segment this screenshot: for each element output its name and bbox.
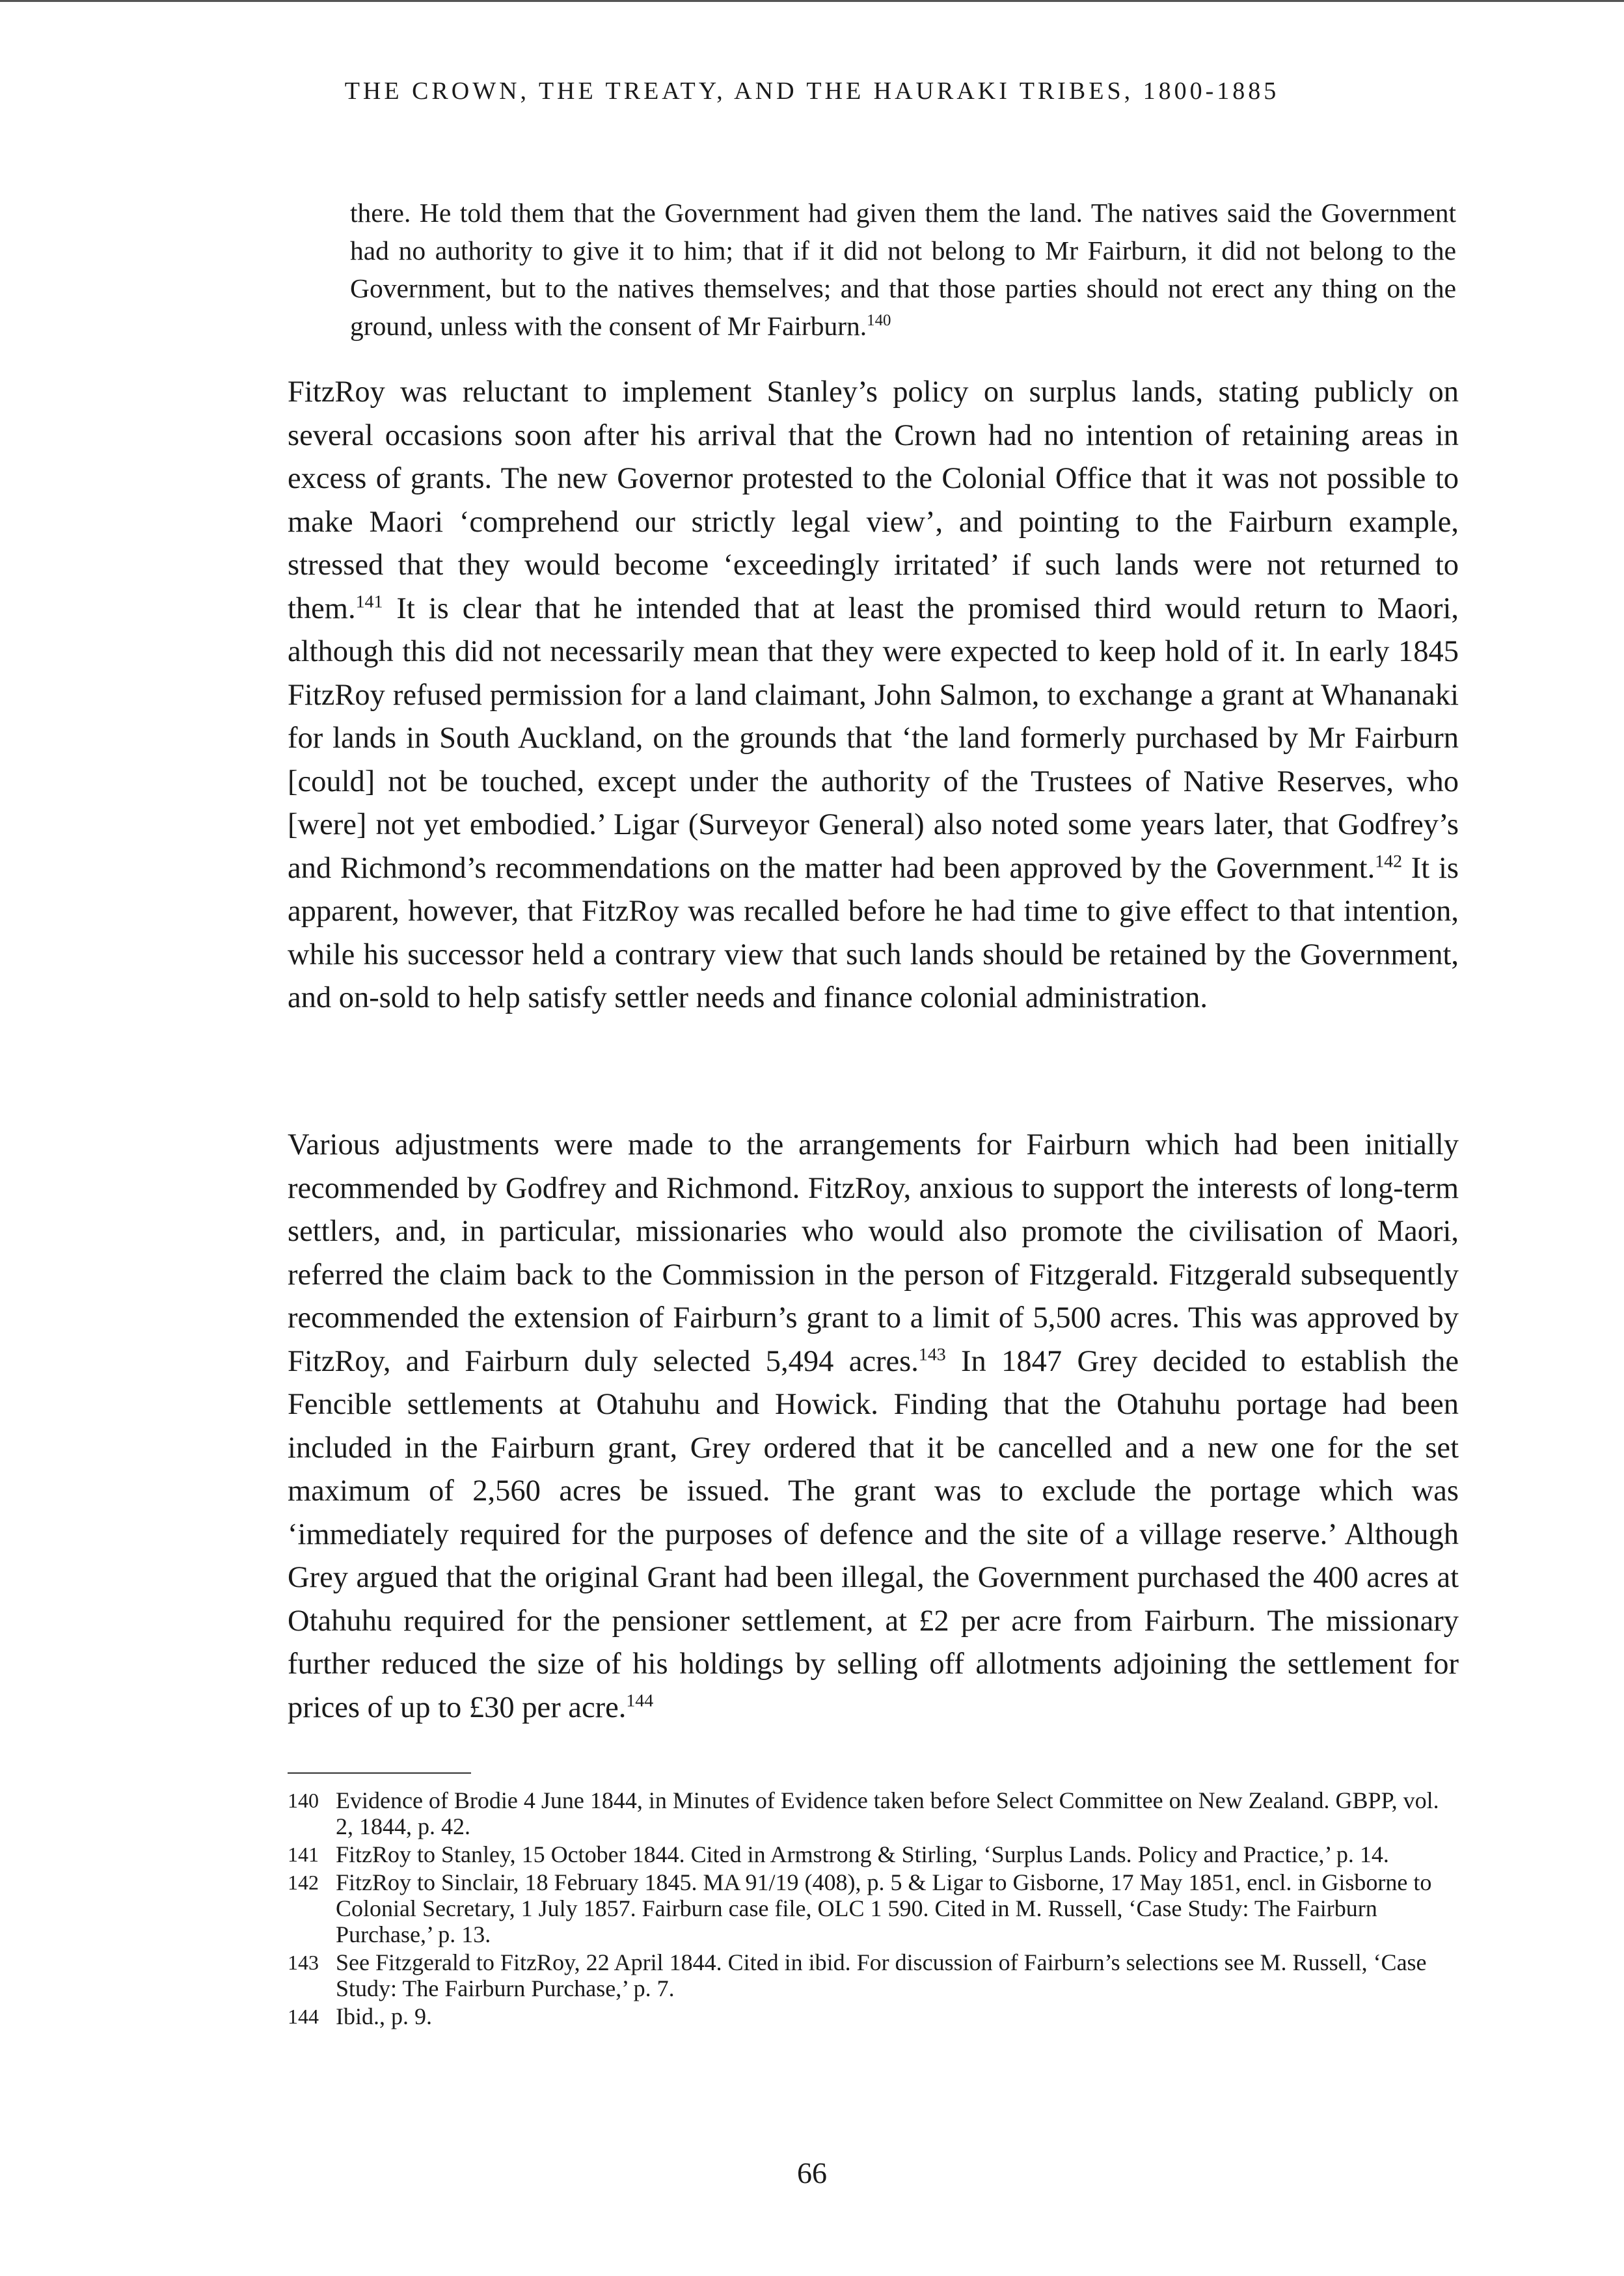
footnotes — [288, 1787, 1459, 2031]
page-number: 66 — [797, 2156, 827, 2189]
footnote-text: See Fitzgerald to FitzRoy, 22 April 1844. Cited in ibid. For discussion of Fairburn’s selections see M. Russell, ‘Case Study: The Fairburn Purchase,’ p. 7. — [336, 1949, 1427, 2001]
para1-text-2: It is clear that he intended that at least the promised third would return to Maori, although this did not necessarily mean that they were expected to keep hold of it. In early 1845 FitzRoy refused permission for a land claimant, John Salmon, to exchange a grant at Whananaki for lands in South Auckland, on the grounds that ‘the land formerly purchased by Mr Fairburn [could] not be touched, except under the authority of the Trustees of Native Reserves, who [were] not yet embodied.’ Ligar (Surveyor General) also noted some years later, that Godfrey’s and Richmond’s recommendations on the matter had been approved by the Government. — [288, 591, 1459, 885]
quote-text: there. He told them that the Government had given them the land. The natives said the Government had no authority to give it to him; that if it did not belong to Mr Fairburn, it did not belong to the Government, but to the natives themselves; and that those parties should not erect any thing on the ground, unless with the consent of Mr Fairburn. — [350, 198, 1456, 341]
para2-text-2: In 1847 Grey decided to establish the Fencible settlements at Otahuhu and Howick. Finding that the Otahuhu portage had been included in the Fairburn grant, Grey ordered that it be cancelled and a new one for the set maximum of 2,560 acres be issued. The grant was to exclude the portage which was ‘immediately required for the purposes of defence and the site of a village reserve.’ Although Grey argued that the original Grant had been illegal, the Government purchased the 400 acres at Otahuhu required for the pensioner settlement, at £2 per acre from Fairburn. The missionary further reduced the size of his holdings by selling off allotments adjoining the settlement for prices of up to £30 per acre. — [288, 1344, 1459, 1724]
body-paragraph-1 — [288, 371, 1459, 1020]
footnote — [288, 1949, 1459, 2001]
footnote-separator — [288, 1772, 471, 1774]
footnote-number: 142 — [288, 1871, 319, 1894]
footnote-text: FitzRoy to Stanley, 15 October 1844. Cited in Armstrong & Stirling, ‘Surplus Lands. Policy and Practice,’ p. 14. — [336, 1841, 1389, 1867]
footnote-ref-141[interactable]: 141 — [355, 591, 383, 612]
footnote-number: 140 — [288, 1789, 319, 1812]
footnote — [288, 2003, 1459, 2029]
footnote — [288, 1787, 1459, 1839]
para1-text-1: FitzRoy was reluctant to implement Stanley’s policy on surplus lands, stating publicly on several occasions soon after his arrival that the Crown had no intention of retaining areas in excess of grants. The new Governor protested to the Colonial Office that it was not possible to make Maori ‘comprehend our strictly legal view’, and pointing to the Fairburn example, stressed that they would become ‘exceedingly irritated’ if such lands were not returned to them. — [288, 375, 1459, 625]
block-quote — [350, 194, 1456, 345]
para2-text-1: Various adjustments were made to the arrangements for Fairburn which had been initially recommended by Godfrey and Richmond. FitzRoy, anxious to support the interests of long-term settlers, and, in particular, missionaries who would also promote the civilisation of Maori, referred the claim back to the Commission in the person of Fitzgerald. Fitzgerald subsequently recommended the extension of Fairburn’s grant to a limit of 5,500 acres. This was approved by FitzRoy, and Fairburn duly selected 5,494 acres. — [288, 1128, 1459, 1378]
footnote-number: 143 — [288, 1951, 319, 1974]
top-edge-rule — [0, 0, 1624, 2]
footnote-ref-144[interactable]: 144 — [626, 1690, 654, 1711]
footnote-text: Ibid., p. 9. — [336, 2003, 432, 2029]
footnote-text: Evidence of Brodie 4 June 1844, in Minutes of Evidence taken before Select Committee on New Zealand. GBPP, vol. 2, 1844, p. 42. — [336, 1787, 1439, 1839]
footnote-text: FitzRoy to Sinclair, 18 February 1845. MA 91/19 (408), p. 5 & Ligar to Gisborne, 17 May 1851, encl. in Gisborne to Colonial Secretary, 1 July 1857. Fairburn case file, OLC 1 590. Cited in M. Russell, ‘Case Study: The Fairburn Purchase,’ p. 13. — [336, 1869, 1432, 1947]
body-paragraph-2 — [288, 1124, 1459, 1729]
footnote — [288, 1841, 1459, 1867]
footnote-number: 141 — [288, 1843, 319, 1866]
para1-text-3: It is apparent, however, that FitzRoy was recalled before he had time to give effect to that intention, while his successor held a contrary view that such lands should be retained by the Government, and on-sold to help satisfy settler needs and finance colonial administration. — [288, 851, 1459, 1014]
running-head: THE CROWN, THE TREATY, AND THE HAURAKI TRIBES, 1800-1885 — [344, 77, 1280, 105]
footnote — [288, 1869, 1459, 1947]
footnote-ref-142[interactable]: 142 — [1375, 850, 1403, 871]
footnote-number: 144 — [288, 2005, 319, 2028]
footnote-ref-140[interactable]: 140 — [867, 312, 891, 330]
footnote-ref-143[interactable]: 143 — [918, 1344, 946, 1364]
